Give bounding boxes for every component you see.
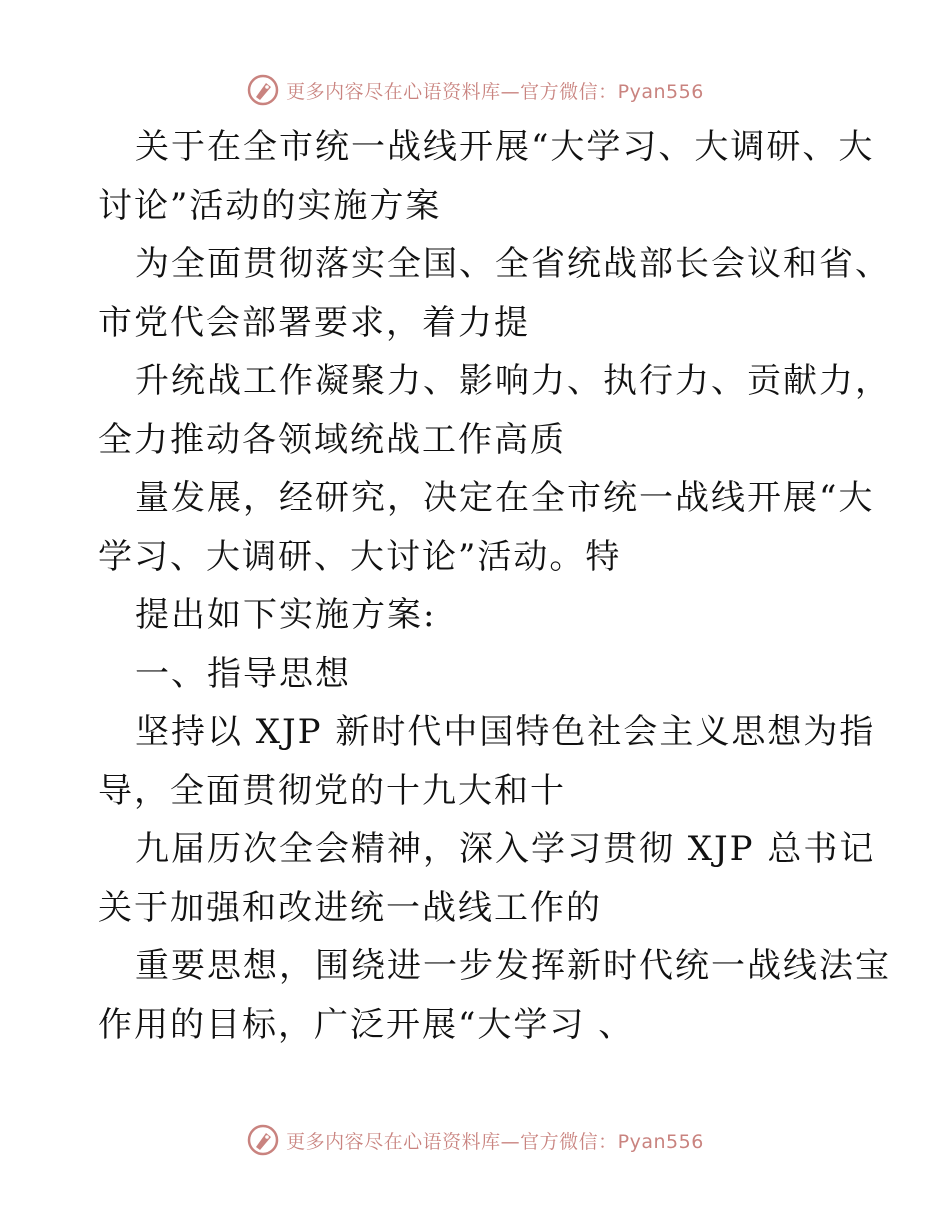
document-body <box>98 118 891 1054</box>
text-line: 一、指导思想 <box>135 653 351 694</box>
text-line: 全力推动各领域统战工作高质 <box>98 419 566 460</box>
pen-nib-circle-icon <box>246 1123 280 1157</box>
text-line: 作用的目标，广泛开展“大学习 、 <box>98 1004 635 1045</box>
footer-watermark <box>0 1120 950 1160</box>
watermark-text: 更多内容尽在心语资料库—官方微信：Pyan556 <box>286 1130 704 1153</box>
text-line: 导，全面贯彻党的十九大和十 <box>98 770 566 811</box>
text-line: 学习、大调研、大讨论”活动。特 <box>98 536 622 577</box>
text-line: 为全面贯彻落实全国、全省统战部长会议和省、 <box>135 244 891 284</box>
pen-nib-circle-icon <box>246 73 280 107</box>
text-line: 提出如下实施方案: <box>135 595 437 635</box>
header-watermark <box>0 70 950 110</box>
text-line: 重要思想，围绕进一步发挥新时代统一战线法宝 <box>135 946 891 986</box>
text-line: 市党代会部署要求，着力提 <box>98 302 530 343</box>
text-line: 关于加强和改进统一战线工作的 <box>98 887 602 928</box>
watermark-text: 更多内容尽在心语资料库—官方微信：Pyan556 <box>286 80 704 103</box>
text-line: 坚持以 XJP 新时代中国特色社会主义思想为指 <box>135 712 876 752</box>
text-line: 升统战工作凝聚力、影响力、执行力、贡献力， <box>135 361 891 401</box>
text-line: 九届历次全会精神，深入学习贯彻 XJP 总书记 <box>135 829 876 869</box>
text-line: 量发展，经研究，决定在全市统一战线开展“大 <box>135 478 875 518</box>
text-line: 关于在全市统一战线开展“大学习、大调研、大 <box>135 127 875 167</box>
text-line: 讨论”活动的实施方案 <box>98 185 442 226</box>
